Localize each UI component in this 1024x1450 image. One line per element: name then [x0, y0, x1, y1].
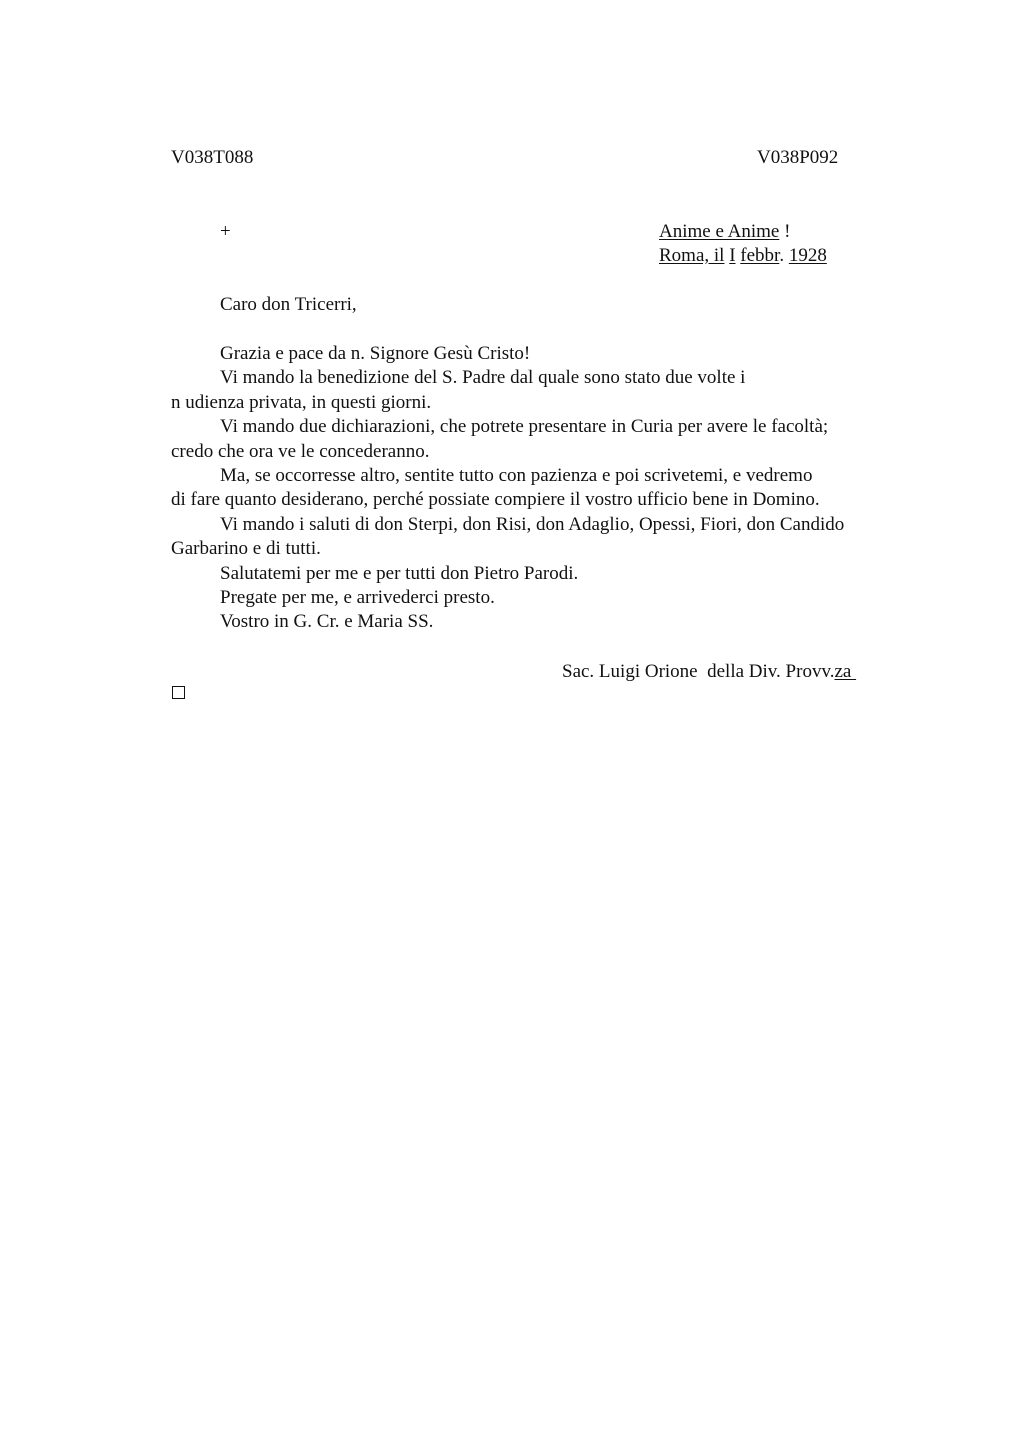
body-line: Grazia e pace da n. Signore Gesù Cristo! — [220, 343, 531, 364]
dateline-month: febbr — [740, 245, 780, 266]
letter-signature — [562, 660, 856, 684]
body-line: Garbarino e di tutti. — [171, 538, 321, 560]
body-line: credo che ora ve le concederanno. — [171, 440, 430, 462]
motto-rest: ! — [779, 221, 791, 242]
body-line: n udienza privata, in questi giorni. — [171, 391, 432, 413]
signature-suffix: za — [834, 661, 857, 682]
document-reference-left: V038T088 — [171, 147, 254, 168]
motto-underlined: Anime e Anime — [659, 221, 780, 242]
letter-motto — [659, 220, 790, 244]
cross-symbol: + — [220, 221, 231, 242]
dateline-day: I — [729, 245, 736, 266]
body-line: Vostro in G. Cr. e Maria SS. — [220, 611, 434, 633]
body-line: di fare quanto desiderano, perché possiate compiere il vostro ufficio bene in Domino. — [171, 489, 820, 511]
dateline-separator: . — [779, 245, 789, 266]
body-line: Salutatemi per me e per tutti don Pietro Parodi. — [220, 562, 579, 584]
letter-body — [171, 342, 911, 635]
signature-main: Sac. Luigi Orione della Div. Provv. — [562, 661, 835, 682]
letter-salutation: Caro don Tricerri, — [220, 294, 357, 315]
body-line: Pregate per me, e arrivederci presto. — [220, 586, 495, 608]
dateline-place: Roma, il — [659, 245, 725, 266]
dateline-year: 1928 — [788, 245, 827, 266]
body-line: Vi mando i saluti di don Sterpi, don Risi, don Adaglio, Opessi, Fiori, don Candido — [220, 513, 845, 535]
body-line: Vi mando la benedizione del S. Padre dal quale sono stato due volte i — [220, 367, 746, 389]
letter-dateline — [659, 244, 827, 268]
end-mark-box — [172, 686, 185, 699]
body-line: Ma, se occorresse altro, sentite tutto con pazienza e poi scrivetemi, e vedremo — [220, 464, 813, 486]
document-reference-right: V038P092 — [757, 147, 839, 168]
body-line: Vi mando due dichiarazioni, che potrete presentare in Curia per avere le facoltà; — [220, 416, 829, 438]
